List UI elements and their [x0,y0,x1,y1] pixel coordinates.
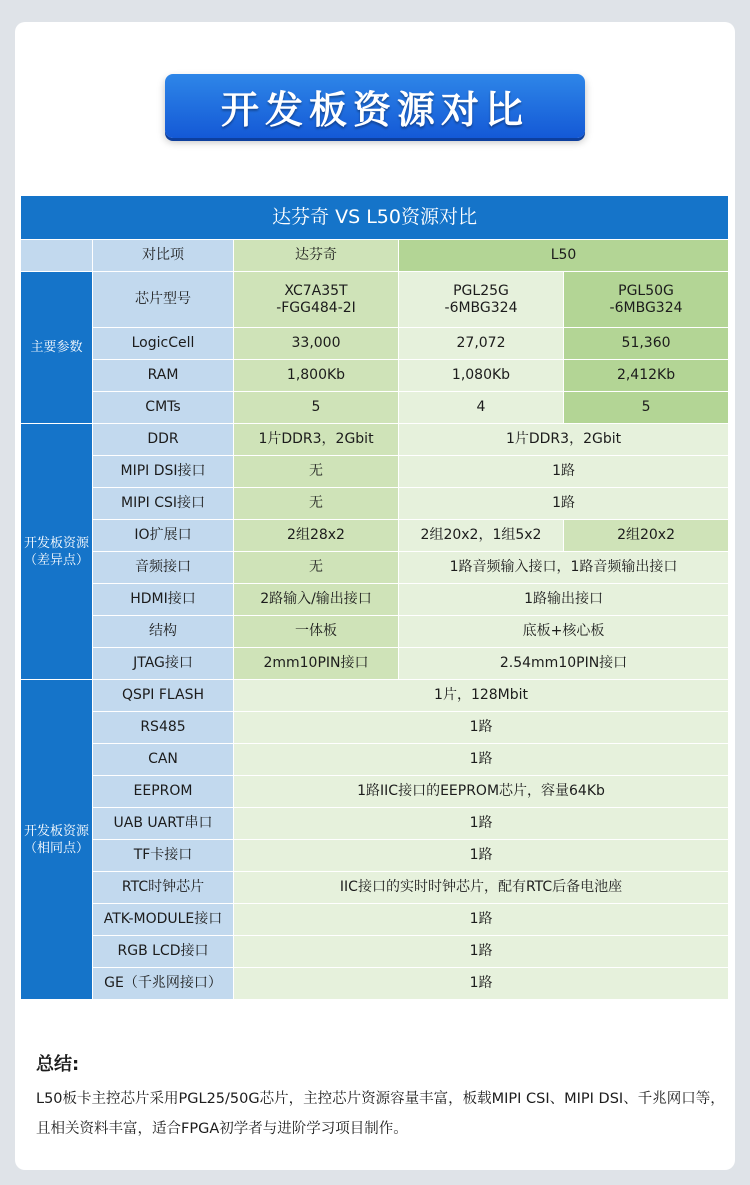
row-label: CAN [93,744,234,776]
row-label: RGB LCD接口 [93,936,234,968]
row-label: 芯片型号 [93,272,234,328]
row-label: TF卡接口 [93,840,234,872]
row-label: IO扩展口 [93,520,234,552]
row-label: 结构 [93,616,234,648]
cell-c: 2组20x2 [564,520,729,552]
row-label: QSPI FLASH [93,680,234,712]
cell-a: 2组28x2 [234,520,399,552]
cell-all: 1路 [234,968,729,1000]
cell-a: 一体板 [234,616,399,648]
comparison-table [20,195,729,1000]
cell-all: 1路 [234,840,729,872]
row-label: RTC时钟芯片 [93,872,234,904]
cell-all: 1路 [234,712,729,744]
cell-a: 5 [234,392,399,424]
row-label: ATK-MODULE接口 [93,904,234,936]
header-label: 对比项 [93,240,234,272]
summary-section [36,1050,726,1144]
row-label: CMTs [93,392,234,424]
cell-c [564,272,729,328]
cell-all: 1路 [234,936,729,968]
cell-a: 33,000 [234,328,399,360]
cell-all: 1片，128Mbit [234,680,729,712]
section-main: 主要参数 [21,272,93,424]
summary-title: 总结: [36,1054,80,1075]
cell-c: 51,360 [564,328,729,360]
row-label: RAM [93,360,234,392]
cell-a: 2路输入/输出接口 [234,584,399,616]
cell-bc: 1路输出接口 [399,584,729,616]
row-label: JTAG接口 [93,648,234,680]
cell-bc: 1片DDR3，2Gbit [399,424,729,456]
row-label: RS485 [93,712,234,744]
header-empty [21,240,93,272]
chip-c-line1: PGL50G [618,282,674,299]
section-diff: 开发板资源（差异点） [21,424,93,680]
cell-a: 1,800Kb [234,360,399,392]
cell-c: 5 [564,392,729,424]
chip-b-line2: -6MBG324 [444,299,518,316]
header-col-b: L50 [399,240,729,272]
chip-a-line1: XC7A35T [284,282,348,299]
cell-b: 1,080Kb [399,360,564,392]
cell-bc: 1路 [399,456,729,488]
cell-bc: 2.54mm10PIN接口 [399,648,729,680]
chip-c-line2: -6MBG324 [609,299,683,316]
row-label: EEPROM [93,776,234,808]
cell-a: 2mm10PIN接口 [234,648,399,680]
cell-c: 2,412Kb [564,360,729,392]
cell-b: 4 [399,392,564,424]
cell-a [234,272,399,328]
cell-a: 无 [234,552,399,584]
table-title: 达芬奇 VS L50资源对比 [21,196,729,240]
cell-all: 1路 [234,808,729,840]
cell-b [399,272,564,328]
cell-bc: 底板+核心板 [399,616,729,648]
cell-b: 27,072 [399,328,564,360]
cell-b: 2组20x2，1组5x2 [399,520,564,552]
row-label: MIPI DSI接口 [93,456,234,488]
cell-all: 1路 [234,744,729,776]
summary-text: L50板卡主控芯片采用PGL25/50G芯片，主控芯片资源容量丰富，板载MIPI CSI、MIPI DSI、千兆网口等，且相关资料丰富，适合FPGA初学者与进阶学习项目制作。 [36,1091,725,1137]
row-label: MIPI CSI接口 [93,488,234,520]
cell-all: IIC接口的实时时钟芯片，配有RTC后备电池座 [234,872,729,904]
row-label: GE（千兆网接口） [93,968,234,1000]
cell-all: 1路IIC接口的EEPROM芯片，容量64Kb [234,776,729,808]
cell-bc: 1路 [399,488,729,520]
chip-a-line2: -FGG484-2I [276,299,356,316]
cell-a: 1片DDR3，2Gbit [234,424,399,456]
row-label: DDR [93,424,234,456]
cell-a: 无 [234,488,399,520]
row-label: 音频接口 [93,552,234,584]
header-col-a: 达芬奇 [234,240,399,272]
cell-a: 无 [234,456,399,488]
cell-all: 1路 [234,904,729,936]
row-label: HDMI接口 [93,584,234,616]
row-label: LogicCell [93,328,234,360]
cell-bc: 1路音频输入接口，1路音频输出接口 [399,552,729,584]
section-same: 开发板资源（相同点） [21,680,93,1000]
page-banner: 开发板资源对比 [165,74,585,138]
row-label: UAB UART串口 [93,808,234,840]
chip-b-line1: PGL25G [453,282,509,299]
